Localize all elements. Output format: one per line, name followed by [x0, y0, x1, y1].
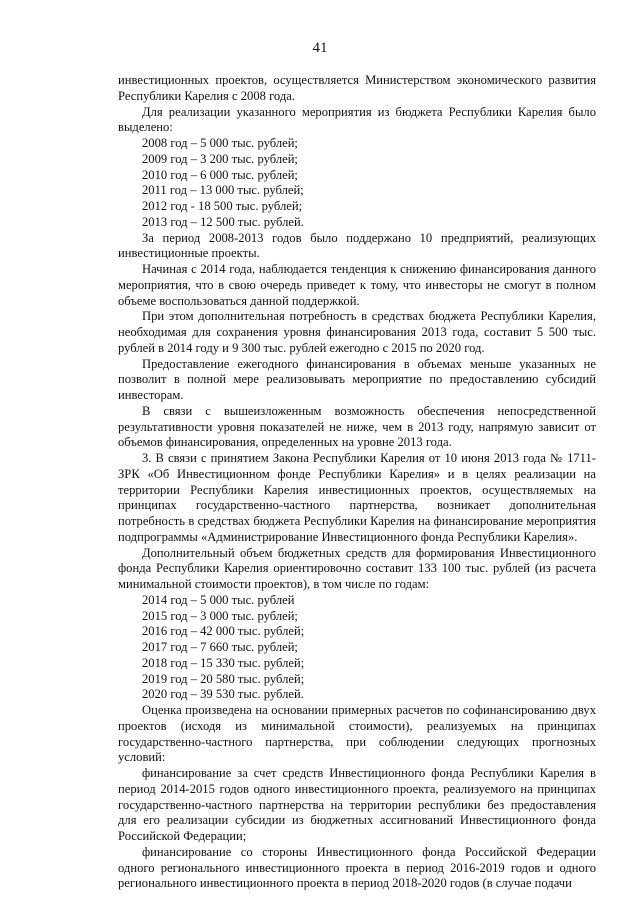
paragraph: Оценка произведена на основании примерных расчетов по софинансированию двух проектов (исходя из минимальной стоимости), реализуемых на принципах государственно-частного партнерства, при соблюдении следующих прогнозных условий: [118, 703, 596, 765]
list-item: 2011 год – 13 000 тыс. рублей; [142, 183, 304, 198]
list-item: 2016 год – 42 000 тыс. рублей; [142, 624, 305, 639]
paragraph: В связи с вышеизложенным возможность обеспечения непосредственной результативности уровня показателей не ниже, чем в 2013 году, напрямую зависит от объемов финансирования, определенных на уровне 2013 года. [118, 403, 596, 450]
paragraph: инвестиционных проектов, осуществляется Министерством экономического развития Республики Карелия с 2008 года. [118, 73, 596, 103]
list-item: 2015 год – 3 000 тыс. рублей; [142, 608, 298, 623]
list-item: 2010 год – 6 000 тыс. рублей; [142, 167, 298, 182]
page-number: 41 [312, 40, 328, 56]
list-item: 2017 год – 7 660 тыс. рублей; [142, 640, 298, 654]
paragraph: Для реализации указанного мероприятия из бюджета Республики Карелия было выделено: [118, 104, 596, 135]
document-body [118, 73, 596, 892]
list-item: 2020 год – 39 530 тыс. рублей. [142, 687, 304, 702]
paragraph: Предоставление ежегодного финансирования в объемах меньше указанных не позволит в полной мере реализовывать мероприятие по предоставлению субсидий инвесторам. [118, 356, 596, 402]
list-item: 2009 год – 3 200 тыс. рублей; [142, 151, 298, 166]
list-item: 2019 год – 20 580 тыс. рублей; [142, 671, 305, 686]
paragraph: При этом дополнительная потребность в средствах бюджета Республики Карелия, необходимая для сохранения уровня финансирования 2013 года, составит 5 500 тыс. рублей в 2014 году и 9 300 тыс. рублей ежегодно с 2015 по 2020 год. [118, 309, 596, 355]
paragraph: За период 2008-2013 годов было поддержано 10 предприятий, реализующих инвестиционные проекты. [118, 230, 596, 261]
list-item: 2018 год – 15 330 тыс. рублей; [142, 655, 305, 670]
paragraph: финансирование за счет средств Инвестиционного фонда Республики Карелия в период 2014-2015 годов одного инвестиционного проекта, реализуемого на принципах государственно-частного партнерства на территории республики без предоставления для его реализации субсидии из бюджетных ассигнований Инвестиционного фонда Российской Федерации; [118, 766, 596, 843]
list-item: 2012 год - 18 500 тыс. рублей; [142, 199, 303, 213]
paragraph: Начиная с 2014 года, наблюдается тенденция к снижению финансирования данного мероприятия, что в свою очередь приведет к тому, что инвесторы не смогут в полном объеме воспользоваться данной поддержкой. [118, 262, 596, 308]
paragraph: 3. В связи с принятием Закона Республики Карелия от 10 июня 2013 года № 1711-ЗРК «Об Инвестиционном фонде Республики Карелия» и в целях реализации на территории Республики Карелия инвестиционных проектов, осуществляемых на принципах государственно-частного партнерства, возникает дополнительная потребность в средствах бюджета Республики Карелия на финансирование мероприятия подпрограммы «Администрирование Инвестиционного фонда Республики Карелия». [118, 451, 596, 544]
paragraph: Дополнительный объем бюджетных средств для формирования Инвестиционного фонда Республики Карелия ориентировочно составит 133 100 тыс. рублей (из расчета минимальной стоимости проектов), в том числе по годам: [118, 545, 596, 591]
list-item: 2008 год – 5 000 тыс. рублей; [142, 136, 298, 150]
list-item: 2013 год – 12 500 тыс. рублей. [142, 214, 304, 229]
paragraph: финансирование со стороны Инвестиционного фонда Российской Федерации одного регионального инвестиционного проекта в период 2016-2019 годов и одного регионального инвестиционного проекта в период 2018-2020 годов (в случае подачи [118, 844, 596, 891]
list-item: 2014 год – 5 000 тыс. рублей [142, 592, 295, 607]
